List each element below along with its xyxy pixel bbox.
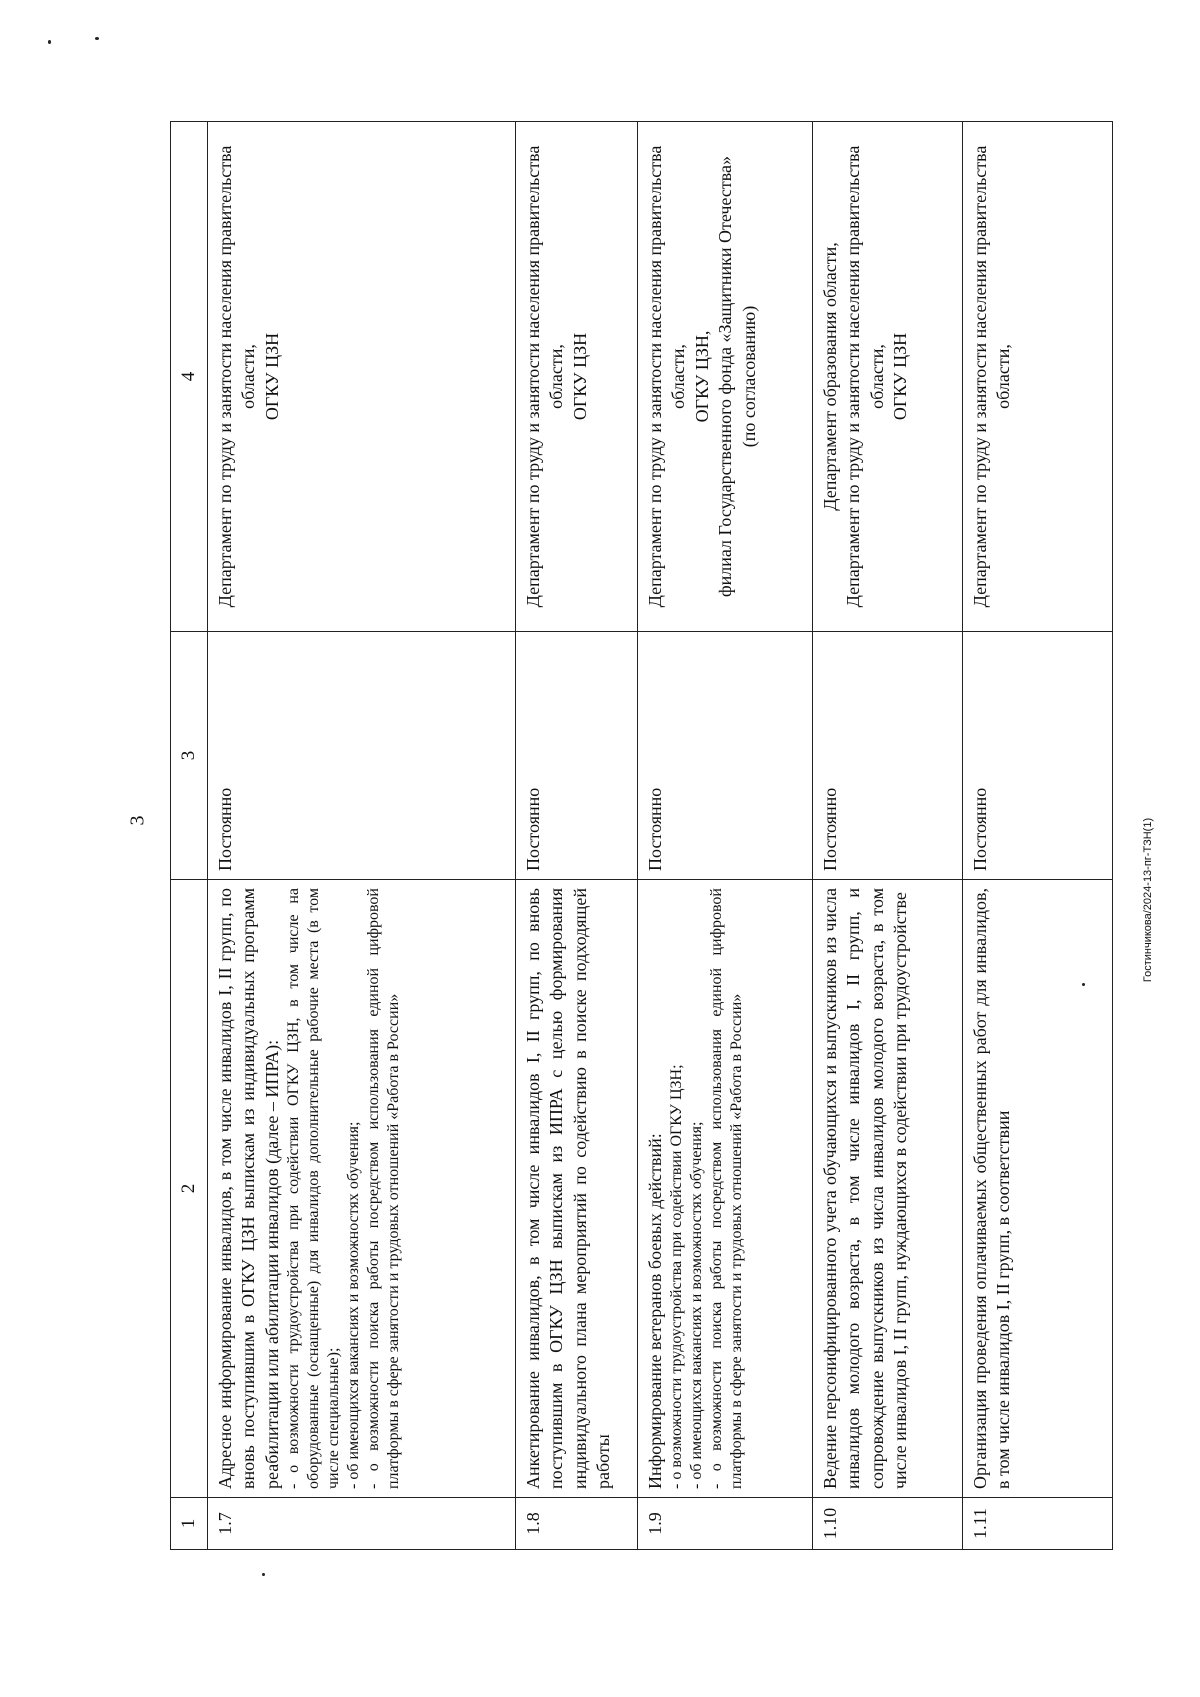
responsible [208, 122, 516, 632]
row-number: 1.10 [813, 1498, 963, 1550]
scan-speck [48, 40, 51, 44]
deadline: Постоянно [963, 632, 1113, 880]
header-col-3: 3 [171, 632, 208, 880]
row-number: 1.9 [638, 1498, 813, 1550]
measure-line: Анкетирование инвалидов, в том числе инвалидов I, II групп, по вновь поступившим в ОГКУ ЦЗН выпискам из ИПРА с целью формирования индивидуального плана мероприятий по содействию в поиске подходящей работы [523, 888, 614, 1489]
measure-text [516, 880, 638, 1498]
row-number: 1.8 [516, 1498, 638, 1550]
deadline: Постоянно [516, 632, 638, 880]
measure-text [813, 880, 963, 1498]
measure-line: - о возможности трудоустройства при содействии ОГКУ ЦЗН, в том числе на оборудованные (оснащенные) для инвалидов дополнительные рабочие места (в том числе специальные); [285, 888, 343, 1489]
measure-text [638, 880, 813, 1498]
row-number: 1.11 [963, 1498, 1113, 1550]
header-col-1: 1 [171, 1498, 208, 1550]
responsible-line: Департамент образования области, [820, 242, 840, 511]
table-row [516, 122, 638, 1550]
header-row [171, 122, 208, 1550]
responsible-line: (по согласованию) [738, 305, 759, 448]
rotated-table-container [170, 122, 1110, 1550]
row-number: 1.7 [208, 1498, 516, 1550]
responsible-line: Департамент по труду и занятости населения правительства области, [523, 145, 567, 608]
responsible [813, 122, 963, 632]
responsible-line: ОГКУ ЦЗН, [691, 330, 712, 423]
measure-line: - об имеющихся вакансиях и возможностях обучения; [345, 1121, 363, 1489]
measure-line: - о возможности трудоустройства при содействии ОГКУ ЦЗН; [668, 1064, 686, 1489]
scan-speck [262, 1573, 265, 1576]
table-row [208, 122, 516, 1550]
responsible-line: ОГКУ ЦЗН [890, 332, 911, 421]
measure-line: Информирование ветеранов боевых действий: [645, 1133, 665, 1489]
page-number: 3 [126, 815, 149, 826]
deadline: Постоянно [813, 632, 963, 880]
responsible-line: Департамент по труду и занятости населения правительства области, [645, 145, 689, 608]
responsible-line: ОГКУ ЦЗН [569, 332, 590, 421]
measure-text [963, 880, 1113, 1498]
measure-line: - о возможности поиска работы посредством использования единой цифровой платформы в сфере занятости и трудовых отношений «Работа в России» [365, 888, 403, 1489]
measure-line: - об имеющихся вакансиях и возможностях обучения; [688, 1121, 706, 1489]
table-row [813, 122, 963, 1550]
measure-line: Организация проведения оплачиваемых общественных работ для инвалидов, в том числе инвалидов I, II групп, в соответствии [970, 888, 1014, 1489]
table-row [638, 122, 813, 1550]
responsible [638, 122, 813, 632]
table-row [963, 122, 1113, 1550]
responsible-line: ОГКУ ЦЗН [261, 332, 282, 421]
measure-line: Ведение персонифицированного учета обучающихся и выпускников из числа инвалидов молодого возраста, в том числе инвалидов I, II групп, и сопровождение выпускников из числа инвалидов молодого возраста, в том числе инвалидов I, II групп, нуждающихся в содействии при трудоустройстве [820, 888, 911, 1489]
responsible-line: Департамент по труду и занятости населения правительства области, [843, 145, 887, 608]
responsible-line: Департамент по труду и занятости населения правительства области, [970, 145, 1014, 608]
responsible [963, 122, 1113, 632]
measures-table [170, 121, 1113, 1550]
measure-text [208, 880, 516, 1498]
header-col-2: 2 [171, 880, 208, 1498]
deadline: Постоянно [208, 632, 516, 880]
document-code: Гостинчикова/2024-13-пг-ТЗН(1) [1142, 817, 1154, 983]
deadline: Постоянно [638, 632, 813, 880]
scan-speck [95, 37, 99, 40]
measure-line: - о возможности поиска работы посредством использования единой цифровой платформы в сфере занятости и трудовых отношений «Работа в России» [708, 888, 746, 1489]
header-col-4: 4 [171, 122, 208, 632]
responsible-line: Департамент по труду и занятости населения правительства области, [215, 145, 259, 608]
responsible [516, 122, 638, 632]
measure-line: Адресное информирование инвалидов, в том числе инвалидов I, II групп, по вновь поступившим в ОГКУ ЦЗН выпискам из индивидуальных программ реабилитации или абилитации инвалидов (далее – ИПРА): [215, 888, 282, 1489]
responsible-line: филиал Государственного фонда «Защитники Отечества» [715, 156, 736, 597]
